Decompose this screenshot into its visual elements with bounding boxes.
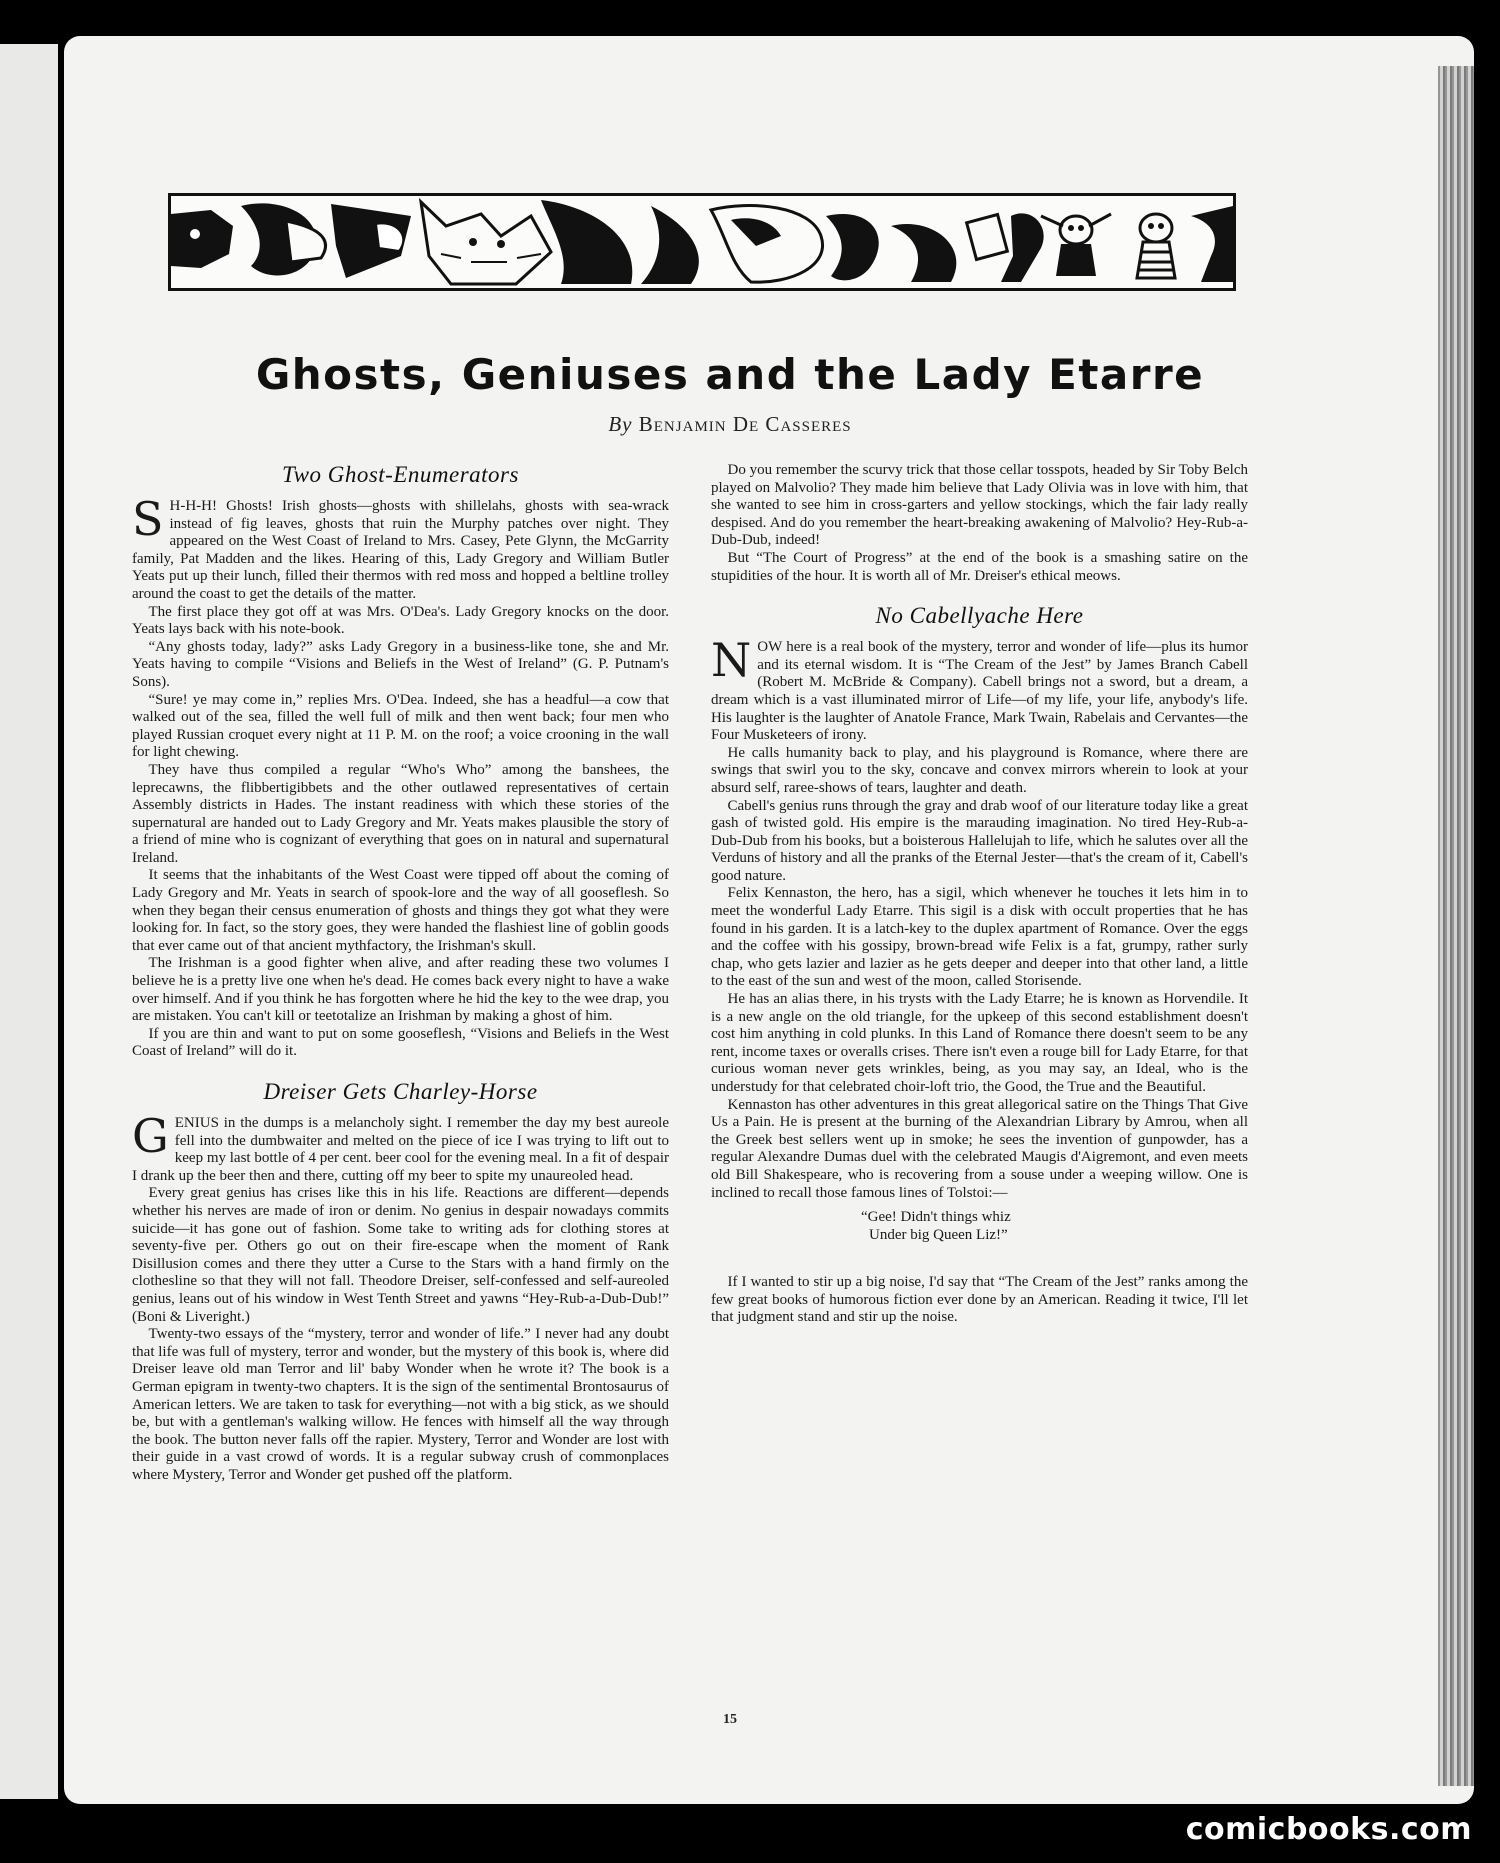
paragraph: It seems that the inhabitants of the West Coast were tipped off about the coming of Lady Gregory and Mr. Yeats in search of spook-lore and the way of all gooseflesh. So when they began their census enumeration of ghosts and things they got what they were looking for. In fact, so the story goes, they were handed the flashiest line of goblin goods that ever came out of that ancient mythfactory, the Irishman's skull.	[132, 867, 669, 954]
paragraph: But “The Court of Progress” at the end of the book is a smashing satire on the stupidities of the hour. It is worth all of Mr. Dreiser's ethical meows.	[711, 549, 1248, 584]
page-number: 15	[723, 1712, 737, 1727]
left-column	[132, 462, 669, 1484]
paragraph	[132, 1109, 669, 1185]
author-name: Benjamin De Casseres	[638, 412, 852, 436]
paragraph	[132, 492, 669, 604]
decorative-banner-illustration	[168, 193, 1236, 291]
paragraph: Twenty-two essays of the “mystery, terror and wonder of life.” I never had any doubt that life was full of mystery, terror and wonder, but the mystery of this book is, where did Dreiser leave old man Terror and lil' baby Wonder when he wrote it? The book is a German epigram in twenty-two chapters. It is the sign of the sentimental Brontosaurus of American letters. We are taken to task for everything—not with a big stick, as we should be, but with a gentleman's walking willow. He fences with himself all the way through the book. The button never falls off the rapier. Mystery, Terror and Wonder are lost with their guide in a vast crowd of words. It is a regular subway crush of commonplaces where Mystery, Terror and Wonder get pushed off the platform.	[132, 1326, 669, 1483]
verse-line: Under big Queen Liz!”	[869, 1227, 1008, 1244]
paragraph: He has an alias there, in his trysts with the Lady Etarre; he is known as Horvendile. It is a new angle on the old triangle, for the upkeep of this second establishment doesn't cost him anything in cold plunks. In this Land of Romance there doesn't seem to be any rent, income taxes or overalls crises. There isn't even a rouge bill for Lady Etarre, for that curious woman never gets wrinkles, being, as you may say, an Ideal, who is the understudy for that celebrated choir-loft trio, the Good, the True and the Beautiful.	[711, 991, 1248, 1095]
byline-prefix: By	[608, 412, 633, 436]
previous-page-edge	[0, 44, 58, 1799]
paragraph: The Irishman is a good fighter when alive, and after reading these two volumes I believe he is a pretty live one when he's dead. He comes back every night to have a wake over himself. And if you think he has forgotten where he hid the key to the wee drap, you are mistaken. You can't kill or teetotalize an Irishman by making a ghost of him.	[132, 955, 669, 1025]
paragraph: Felix Kennaston, the hero, has a sigil, which whenever he touches it lets him in to meet the wonderful Lady Etarre. This sigil is a disk with occult properties that he has found in his garden. It is a latch-key to the duplex apartment of Romance. Over the eggs and the coffee with his gossipy, brown-bread wife Felix is a fat, grumpy, rather surly chap, who gets lazier and lazier as he gets deeper and deeper into that other land, a little to the east of the sun and west of the moon, called Storisende.	[711, 885, 1248, 990]
drop-cap: S	[132, 492, 164, 546]
paragraph: “Sure! ye may come in,” replies Mrs. O'Dea. Indeed, she has a headful—a cow that walked out of the sea, filled the well full of milk and then went back; four men who played Russian croquet every night at 11 P. M. on the roof; a voice crooning in the wall for light chewing.	[132, 691, 669, 761]
paragraph: “Any ghosts today, lady?” asks Lady Gregory in a business-like tone, she and Mr. Yeats having to compile “Visions and Beliefs in the West of Ireland” (G. P. Putnam's Sons).	[132, 638, 669, 690]
drop-cap: G	[132, 1109, 169, 1163]
paragraph: Do you remember the scurvy trick that those cellar tosspots, headed by Sir Toby Belch played on Malvolio? They made him believe that Lady Olivia was in love with him, that she wanted to see him in cross-garters and yellow stockings, which the fair lady really despised. And do you remember the heart-breaking awakening of Malvolio? Hey-Rub-a-Dub-Dub, indeed!	[711, 462, 1248, 549]
paragraph: If you are thin and want to put on some gooseflesh, “Visions and Beliefs in the West Coast of Ireland” will do it.	[132, 1025, 669, 1060]
paragraph-text: H-H-H! Ghosts! Irish ghosts—ghosts with shillelahs, ghosts with sea-wrack instead of fig leaves, ghosts that ruin the Murphy patches over night. They appeared on the West Coast of Ireland to Mrs. Casey, Pete Glynn, the McGarrity family, Pat Madden and the likes. Hearing of this, Lady Gregory and William Butler Yeats put up their lunch, filled their thermos with red moss and hopped a beltline trolley around the coast to get the details of the matter.	[132, 498, 669, 602]
paragraph: They have thus compiled a regular “Who's Who” among the banshees, the leprecawns, the flibbertigibbets and the other outlawed representatives of certain Assembly districts in Hades. The instant readiness with which these stories of the supernatural are handed out to Lady Gregory and Mr. Yeats makes plausible the story of a friend of mine who is cognizant of everything that goes on in natural and supernatural Ireland.	[132, 761, 669, 866]
paragraph: He calls humanity back to play, and his playground is Romance, where there are swings that swirl you to the sky, concave and convex mirrors wherein to look at your absurd self, raree-shows of tears, laughter and death.	[711, 744, 1248, 796]
binding-spine	[1438, 66, 1474, 1786]
paragraph: The first place they got off at was Mrs. O'Dea's. Lady Gregory knocks on the door. Yeats lays back with his note-book.	[132, 603, 669, 638]
verse-quote	[861, 1208, 1248, 1244]
section-heading: No Cabellyache Here	[875, 603, 1084, 629]
paragraph	[711, 633, 1248, 745]
paragraph-text: OW here is a real book of the mystery, terror and wonder of life—plus its humor and its eternal wisdom. It is “The Cream of the Jest” by James Branch Cabell (Robert M. McBride & Company). Cabell brings not a sword, but a dream, a dream which is a vast illuminated mirror of Life—of my life, your life, anybody's life. His laughter is the laughter of Anatole France, Mark Twain, Rabelais and Cervantes—the Four Musketeers of irony.	[711, 639, 1248, 744]
paragraph: Cabell's genius runs through the gray and drab woof of our literature today like a great gash of twisted gold. His empire is the marauding imagination. No tired Hey-Rub-a-Dub-Dub from his books, but a boisterous Hallelujah to life, which he salutes over all the Verduns of history and all the pranks of the Eternal Jester—that's the cream of it, Cabell's good nature.	[711, 797, 1248, 884]
article-title: Ghosts, Geniuses and the Lady Etarre	[255, 350, 1205, 399]
byline	[0, 412, 1460, 437]
section-heading: Dreiser Gets Charley-Horse	[263, 1079, 538, 1104]
site-watermark: comicbooks.com	[1185, 1812, 1472, 1847]
right-column	[711, 462, 1248, 1327]
closing-paragraph: If I wanted to stir up a big noise, I'd say that “The Cream of the Jest” ranks among the few great books of humorous fiction ever done by an American. Reading it twice, I'll let that judgment stand and stir up the noise.	[711, 1274, 1248, 1326]
verse-line: “Gee! Didn't things whiz	[861, 1209, 1011, 1226]
paragraph: Kennaston has other adventures in this great allegorical satire on the Things That Give Us a Pain. He is present at the burning of the Alexandrian Library by Amrou, when all the Greek best sellers went up in smoke; he sees the invention of gunpowder, has a regular Alexandre Dumas duel with the celebrated Maugis d'Aigremont, and even meets old Bill Shakespeare, who is recovering from a souse under a weeping willow. One is inclined to recall those famous lines of Tolstoi:—	[711, 1096, 1248, 1201]
section-heading: Two Ghost-Enumerators	[282, 462, 519, 487]
drop-cap: N	[711, 633, 752, 688]
paragraph-text: ENIUS in the dumps is a melancholy sight. I remember the day my best aureole fell into the dumbwaiter and melted on the piece of ice I was trying to lift out to keep my last bottle of 4 per cent. beer cool for the evening meal. In a fit of despair I drank up the beer then and there, cutting off my beer to spite my unaureoled head.	[132, 1115, 669, 1184]
paragraph: Every great genius has crises like this in his life. Reactions are different—depends whether his nerves are made of iron or denim. No genius in despair nowadays commits suicide—it has gone out of fashion. Some take to writing ads for clothing stores at seventy-five per. Others go out on their fire-escape when the moment of Rank Disillusion comes and there they utter a Curse to the Stars with a hand firmly on the clothesline so that they will not fall. Theodore Dreiser, self-confessed and self-aureoled genius, leans out of his window in West Tenth Street and yawns “Hey-Rub-a-Dub-Dub!” (Boni & Liveright.)	[132, 1185, 669, 1325]
